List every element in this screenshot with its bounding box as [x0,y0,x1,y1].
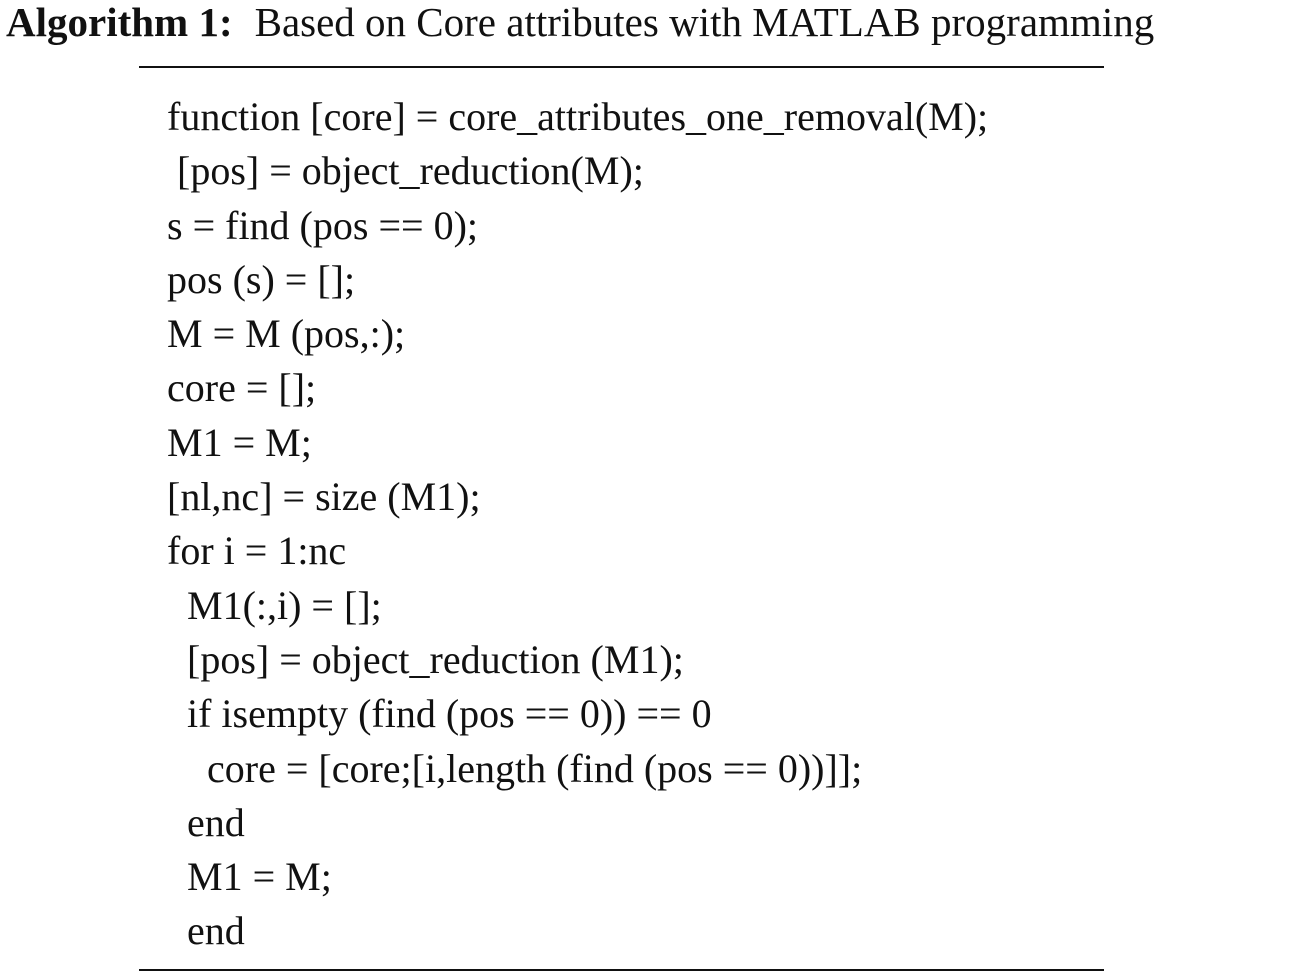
algorithm-title: Based on Core attributes with MATLAB programming [254,0,1155,45]
code-line: M1 = M; [167,419,312,465]
code-line: pos (s) = []; [167,256,356,302]
code-line: [pos] = object_reduction (M1); [167,636,684,682]
code-line: function [core] = core_attributes_one_removal(M); [167,94,989,139]
code-line: core = []; [167,365,317,411]
code-line: if isempty (find (pos == 0)) == 0 [167,691,712,737]
top-rule [139,66,1104,68]
code-line: core = [core;[i,length (find (pos == 0))]]; [167,745,863,791]
code-line: s = find (pos == 0); [167,202,478,248]
code-line: M = M (pos,:); [167,311,406,357]
code-line: for i = 1:nc [167,528,347,574]
code-line: [pos] = object_reduction(M); [167,148,644,194]
code-line: [nl,nc] = size (M1); [167,474,481,520]
bottom-rule [139,969,1104,971]
code-block [167,90,1107,959]
code-line: end [167,908,245,954]
code-line: M1(:,i) = []; [167,582,382,628]
code-line: M1 = M; [167,854,332,900]
code-line: end [167,799,245,845]
algorithm-caption [6,0,1154,44]
algorithm-label: Algorithm 1: [6,0,233,45]
